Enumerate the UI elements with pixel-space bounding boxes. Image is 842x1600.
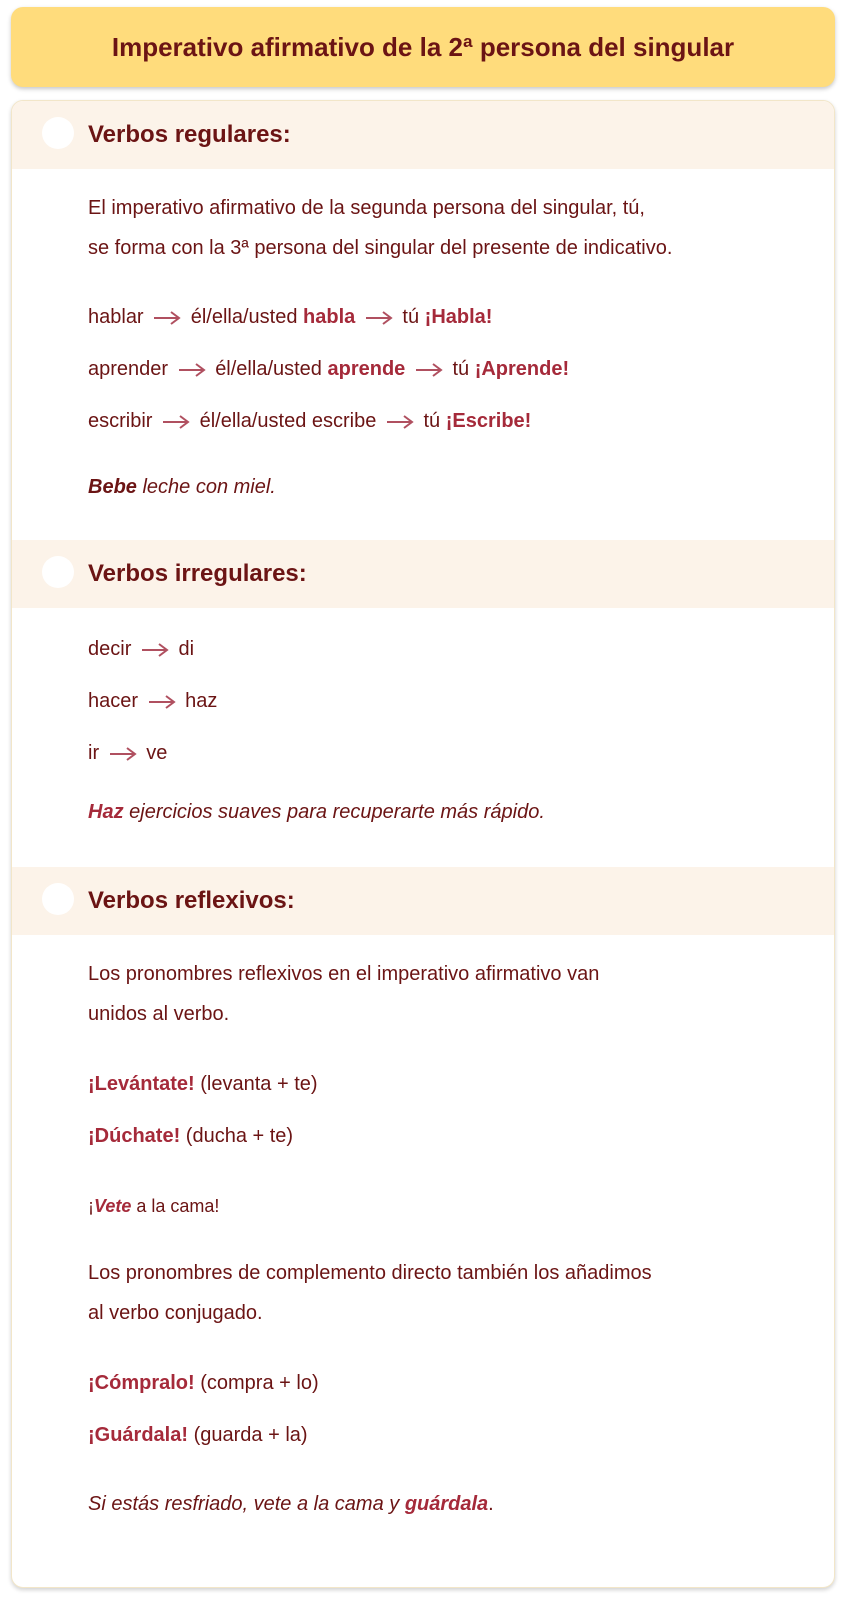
tu-label: tú [452,358,470,380]
section-header-irregulares [12,540,834,608]
arrow-right-icon [174,355,210,383]
pronoun-label: él/ella/usted [215,358,322,380]
imperative-form: ¡Habla! [424,306,493,328]
example-verb: Vete [94,1196,132,1216]
imperative-form: ¡Dúchate! [88,1125,181,1147]
reflexive-example [88,1070,318,1098]
infinitive: decir [88,638,132,660]
pronoun-label: él/ella/usted [190,306,298,328]
section-header-regulares [12,101,834,169]
example-verb: guárdala [404,1493,489,1515]
bullet-circle-icon [42,556,74,588]
section-title-regulares: Verbos regulares: [88,121,291,148]
arrow-right-icon [144,687,180,715]
example-sentence [88,1490,494,1518]
example-rest: ejercicios suaves para recuperarte más rápido. [123,801,545,823]
example-period: . [488,1493,494,1515]
imperative-form: ve [146,742,168,764]
imperative-form: ¡Escribe! [445,410,532,432]
intro-text: Los pronombres de complemento directo también los añadimos [88,1262,652,1284]
infinitive: ir [88,742,100,764]
example-sentence [88,798,545,826]
intro-text: se forma con la 3ª persona del singular del presente de indicativo. [88,237,673,259]
decomposition: (compra + lo) [194,1372,319,1394]
irregular-row-ir [88,739,167,767]
arrow-right-icon [137,635,173,663]
imperative-form: haz [185,690,218,712]
pronoun-label: él/ella/usted [199,410,307,432]
infinitive: hablar [88,306,144,328]
section-title-irregulares: Verbos irregulares: [88,560,307,587]
arrow-right-icon [411,355,447,383]
example-verb: Haz [88,801,124,823]
example-rest: leche con miel. [136,476,276,498]
intro-text: Los pronombres reflexivos en el imperativo afirmativo van [88,963,600,985]
example-verb: Bebe [88,476,137,498]
intro-text: al verbo conjugado. [88,1302,263,1324]
example-rest: a la cama! [131,1196,220,1216]
decomposition: (ducha + te) [180,1125,294,1147]
bullet-circle-icon [42,883,74,915]
decomposition: (guarda + la) [188,1424,308,1446]
present-form: habla [303,306,356,328]
conjugation-row-escribir [88,407,531,435]
conjugation-row-aprender [88,355,569,383]
tu-label: tú [402,306,420,328]
irregular-row-hacer [88,687,217,715]
present-form: escribe [311,410,377,432]
example-sentence [88,1192,219,1220]
section-header-reflexivos [12,867,834,935]
tu-label: tú [423,410,441,432]
infinitive: aprender [88,358,169,380]
conjugation-row-hablar [88,303,492,331]
imperative-form: di [178,638,195,660]
imperative-form: ¡Guárdala! [88,1424,189,1446]
arrow-right-icon [361,303,397,331]
arrow-right-icon [382,407,418,435]
example-sentence [88,473,276,501]
imperative-form: ¡Aprende! [474,358,570,380]
irregular-row-decir [88,635,194,663]
section-title-reflexivos: Verbos reflexivos: [88,887,295,914]
present-form: aprende [327,358,406,380]
exclamation-open: ¡ [88,1196,94,1216]
content-card [11,100,835,1588]
intro-text: El imperativo afirmativo de la segunda persona del singular, tú, [88,197,645,219]
arrow-right-icon [149,303,185,331]
object-pronoun-example [88,1369,319,1397]
infinitive: hacer [88,690,139,712]
intro-text: unidos al verbo. [88,1003,230,1025]
page-title: Imperativo afirmativo de la 2ª persona del singular [11,7,835,87]
object-pronoun-example [88,1421,308,1449]
arrow-right-icon [158,407,194,435]
infinitive: escribir [88,410,153,432]
imperative-form: ¡Cómpralo! [88,1372,195,1394]
example-rest: Si estás resfriado, vete a la cama y [88,1493,405,1515]
decomposition: (levanta + te) [194,1073,318,1095]
arrow-right-icon [105,739,141,767]
imperative-form: ¡Levántate! [88,1073,195,1095]
reflexive-example [88,1122,293,1150]
bullet-circle-icon [42,117,74,149]
